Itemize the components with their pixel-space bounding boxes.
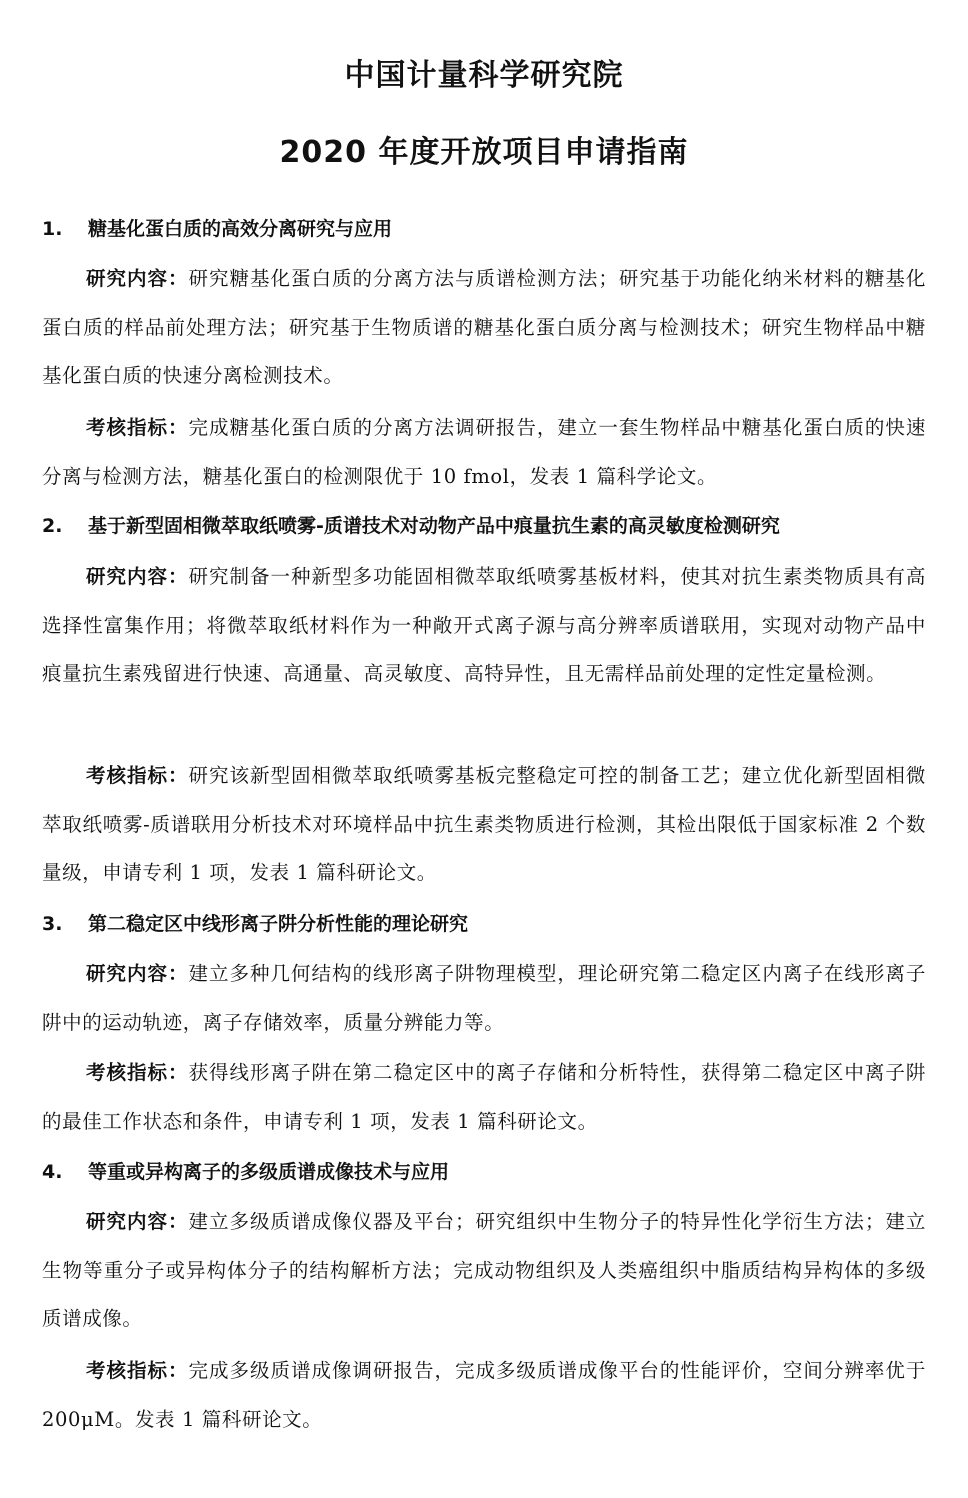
section-number: 3. <box>42 913 63 935</box>
section-3-heading <box>42 911 932 937</box>
research-label: 研究内容： <box>86 267 189 290</box>
assessment-text: 研究该新型固相微萃取纸喷雾基板完整稳定可控的制备工艺；建立优化新型固相微萃取纸喷雾-质谱联用分析技术对环境样品中抗生素类物质进行检测，其检出限低于国家标准 2 个数量级，申请专利 1 项，发表 1 篇科研论文。 <box>42 764 926 884</box>
document-title: 中国计量科学研究院 <box>344 58 624 93</box>
assessment-label: 考核指标： <box>86 1359 189 1382</box>
research-label: 研究内容： <box>86 962 189 985</box>
section-number: 2. <box>42 515 63 537</box>
section-number: 4. <box>42 1161 63 1183</box>
assessment-label: 考核指标： <box>86 1061 189 1084</box>
section-3-research <box>42 950 926 1047</box>
section-1-research <box>42 255 926 401</box>
assessment-text: 获得线形离子阱在第二稳定区中的离子存储和分析特性，获得第二稳定区中离子阱的最佳工作状态和条件，申请专利 1 项，发表 1 篇科研论文。 <box>42 1061 926 1133</box>
section-4-assessment <box>42 1347 926 1444</box>
research-text: 研究制备一种新型多功能固相微萃取纸喷雾基板材料，使其对抗生素类物质具有高选择性富集作用；将微萃取纸材料作为一种敞开式离子源与高分辨率质谱联用，实现对动物产品中痕量抗生素残留进行快速、高通量、高灵敏度、高特异性，且无需样品前处理的定性定量检测。 <box>42 565 926 685</box>
document-subtitle: 2020 年度开放项目申请指南 <box>279 135 689 170</box>
assessment-text: 完成糖基化蛋白质的分离方法调研报告，建立一套生物样品中糖基化蛋白质的快速分离与检测方法，糖基化蛋白的检测限优于 10 fmol，发表 1 篇科学论文。 <box>42 416 926 488</box>
section-title: 第二稳定区中线形离子阱分析性能的理论研究 <box>88 913 469 935</box>
section-2-assessment <box>42 752 926 898</box>
research-label: 研究内容： <box>86 565 189 588</box>
research-label: 研究内容： <box>86 1210 189 1233</box>
section-number: 1. <box>42 218 63 240</box>
section-3-assessment <box>42 1049 926 1146</box>
section-1-assessment <box>42 404 926 501</box>
section-4-research <box>42 1198 926 1344</box>
section-title: 等重或异构离子的多级质谱成像技术与应用 <box>88 1161 450 1183</box>
research-text: 建立多级质谱成像仪器及平台；研究组织中生物分子的特异性化学衍生方法；建立生物等重分子或异构体分子的结构解析方法；完成动物组织及人类癌组织中脂质结构异构体的多级质谱成像。 <box>42 1210 926 1330</box>
assessment-text: 完成多级质谱成像调研报告，完成多级质谱成像平台的性能评价，空间分辨率优于 200μM。发表 1 篇科研论文。 <box>42 1359 926 1431</box>
section-1-heading <box>42 216 932 242</box>
research-text: 建立多种几何结构的线形离子阱物理模型，理论研究第二稳定区内离子在线形离子阱中的运动轨迹，离子存储效率，质量分辨能力等。 <box>42 962 926 1034</box>
section-title: 基于新型固相微萃取纸喷雾-质谱技术对动物产品中痕量抗生素的高灵敏度检测研究 <box>88 515 780 537</box>
section-2-research <box>42 553 926 699</box>
assessment-label: 考核指标： <box>86 416 189 439</box>
assessment-label: 考核指标： <box>86 764 189 787</box>
research-text: 研究糖基化蛋白质的分离方法与质谱检测方法；研究基于功能化纳米材料的糖基化蛋白质的样品前处理方法；研究基于生物质谱的糖基化蛋白质分离与检测技术；研究生物样品中糖基化蛋白质的快速分离检测技术。 <box>42 267 926 387</box>
section-2-heading <box>42 513 932 539</box>
section-4-heading <box>42 1159 932 1185</box>
section-title: 糖基化蛋白质的高效分离研究与应用 <box>88 218 393 240</box>
